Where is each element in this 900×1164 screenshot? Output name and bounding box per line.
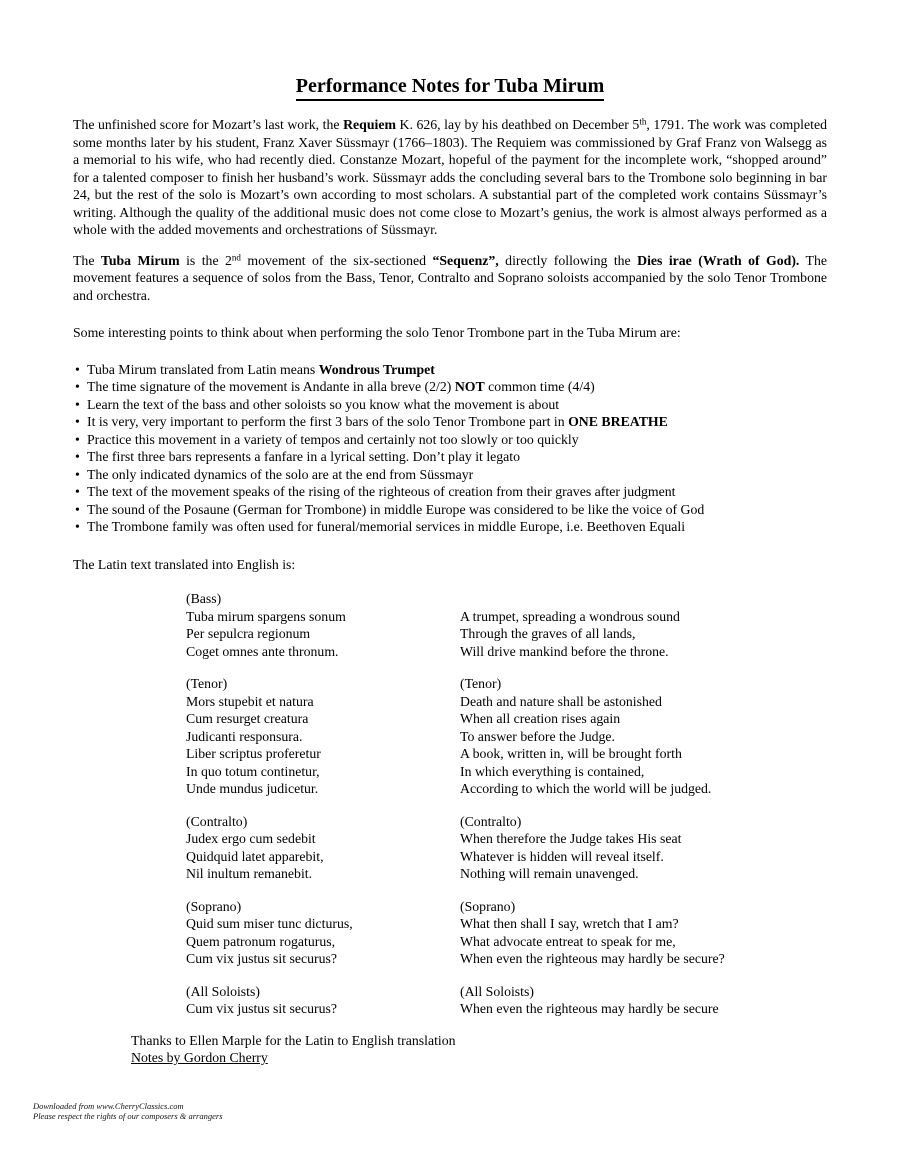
latin-line: Quidquid latet apparebit, [186,848,324,864]
author-credit: Notes by Gordon Cherry [131,1050,268,1065]
text-run: movement of the six-sectioned [240,252,433,268]
stanza-label-row [186,675,827,693]
bullet-item [73,431,827,449]
text-run: The time signature of the movement is Andante in alla breve (2/2) [87,379,455,394]
text-run: The sound of the Posaune (German for Trombone) in middle Europe was considered to be like the voice of God [87,501,705,517]
stanza-bass [186,590,827,660]
latin-line: Nil inultum remanebit. [186,866,313,881]
document-content [73,0,827,1067]
title-container [73,75,827,101]
footer-rights-note: Please respect the rights of our composers & arrangers [33,1110,223,1121]
text-run: The only indicated dynamics of the solo are at the end from Süssmayr [87,466,474,482]
latin-line: Quid sum miser tunc dicturus, [186,916,353,931]
bullet-item [73,483,827,501]
text-run: directly following the [498,252,638,268]
bullet-item [73,361,827,379]
english-line: Whatever is hidden will reveal itself. [460,848,664,864]
stanza-line-row [186,643,827,661]
english-line: What advocate entreat to speak for me, [460,933,676,949]
stanza-soprano [186,898,827,968]
latin-line: Judex ergo cum sedebit [186,831,316,846]
bold-text: Tuba Mirum [100,252,180,268]
english-line: A trumpet, spreading a wondrous sound [460,608,680,624]
bullet-item [73,466,827,484]
latin-line: (Contralto) [186,813,248,829]
latin-line: In quo totum continetur, [186,763,320,779]
text-run: common time (4/4) [484,379,595,394]
english-line [460,590,827,608]
page-title: Performance Notes for Tuba Mirum [296,75,604,101]
text-run: K. 626, lay by his deathbed on December 5 [395,117,640,132]
stanza-line-row [186,608,827,626]
latin-line: (All Soloists) [186,983,260,999]
english-line: Nothing will remain unavenged. [460,866,639,881]
translation-credit: Thanks to Ellen Marple for the Latin to English translation [131,1032,456,1048]
latin-line: Per sepulcra regionum [186,626,311,641]
english-line: Through the graves of all lands, [460,626,636,641]
english-line: (All Soloists) [460,983,534,999]
english-line: According to which the world will be judged. [460,781,712,796]
stanza-line-row [186,830,827,848]
performance-points-list [73,361,827,536]
bullet-item [73,378,827,396]
text-run: Practice this movement in a variety of tempos and certainly not too slowly or too quickly [87,431,579,447]
stanza-contralto [186,813,827,883]
stanza-line-row [186,1000,827,1018]
text-run: Learn the text of the bass and other soloists so you know what the movement is about [87,396,560,412]
latin-line: Mors stupebit et natura [186,693,314,709]
bullet-item [73,413,827,431]
footer-download-note: Downloaded from www.CherryClassics.com [33,1101,184,1111]
stanza-line-row [186,728,827,746]
bold-text: ONE BREATHE [568,414,668,429]
english-line: When even the righteous may hardly be secure [460,1001,719,1016]
latin-line: Quem patronum rogaturus, [186,933,336,949]
stanza-label-row [186,898,827,916]
text-run: is the 2 [179,252,232,268]
movement-paragraph [73,252,827,305]
latin-line: Liber scriptus proferetur [186,746,321,761]
bold-text: NOT [454,379,485,394]
superscript-text: th [639,116,647,127]
credits-block [131,1032,827,1067]
stanza-line-row [186,933,827,951]
english-line: When all creation rises again [460,711,621,726]
stanza-label-row [186,983,827,1001]
text-run: The movement features a sequence of solos from the Bass, Tenor, Contralto and Soprano soloists accompanied by the solo Tenor Trombone and orchestra. [73,252,828,303]
text-run: The Trombone family was often used for funeral/memorial services in middle Europe, i.e. Beethoven Equali [87,519,686,534]
latin-intro: The Latin text translated into English is: [73,556,296,572]
latin-line: (Tenor) [186,676,228,691]
bold-text: Wondrous Trumpet [318,361,435,377]
bullet-item [73,518,827,536]
bullet-item [73,501,827,519]
text-run: , 1791. The work was completed some months later by his student, Franz Xaver Süssmayr (1766–1803). The Requiem was commissioned by Graf Franz von Walsegg as a memorial to his wife, who had recently died. Constanze Mozart, hopeful of the payment for the incomplete work, “shopped around” for a talented composer to finish her husband’s work. Süssmayr adds the concluding several bars to the Trombone solo beginning in bar 24, but the rest of the solo is Mozart’s own according to most scholars. A substantial part of the completed work contains Süssmayr’s writing. Although the quality of the additional music does not come close to Mozart’s genius, the work is almost always performed as a whole with the added movements and orchestrations of Süssmayr. [73,117,827,237]
bold-text: Requiem [343,117,396,132]
english-line: (Soprano) [460,898,516,914]
translation-table [186,590,827,1018]
stanza-label-row [186,590,827,608]
stanza-label-row [186,813,827,831]
bullet-item [73,396,827,414]
stanza-line-row [186,848,827,866]
english-line: To answer before the Judge. [460,728,615,744]
english-line: (Contralto) [460,813,522,829]
english-line: When therefore the Judge takes His seat [460,831,682,846]
latin-line: Unde mundus judicetur. [186,781,319,796]
stanza-line-row [186,950,827,968]
superscript-text: nd [231,252,241,262]
text-run: It is very, very important to perform the first 3 bars of the solo Tenor Trombone part in [87,414,569,429]
stanza-line-row [186,780,827,798]
stanza-all-soloists [186,983,827,1018]
stanza-line-row [186,625,827,643]
stanza-line-row [186,915,827,933]
points-intro: Some interesting points to think about when performing the solo Tenor Trombone part in the Tuba Mirum are: [73,325,681,340]
stanza-line-row [186,745,827,763]
latin-line: Tuba mirum spargens sonum [186,608,346,624]
latin-line: Judicanti responsura. [186,728,303,744]
english-line: What then shall I say, wretch that I am? [460,916,679,931]
latin-line: Cum vix justus sit securus? [186,951,337,966]
latin-line: Coget omnes ante thronum. [186,643,339,659]
stanza-line-row [186,865,827,883]
stanza-line-row [186,693,827,711]
bullet-item [73,448,827,466]
bold-text: “Sequenz”, [432,252,499,268]
bold-text: Dies irae (Wrath of God). [637,252,800,268]
latin-line: (Bass) [186,591,222,606]
english-line: A book, written in, will be brought forth [460,746,682,761]
english-line: In which everything is contained, [460,763,645,779]
latin-line: (Soprano) [186,898,242,914]
text-run: The first three bars represents a fanfare in a lyrical setting. Don’t play it legato [87,449,521,464]
stanza-line-row [186,710,827,728]
text-run: Tuba Mirum translated from Latin means [87,361,319,377]
text-run: The unfinished score for Mozart’s last work, the [73,117,344,132]
latin-line: Cum vix justus sit securus? [186,1001,337,1016]
english-line: Will drive mankind before the throne. [460,643,669,659]
intro-paragraph [73,116,827,239]
english-line: Death and nature shall be astonished [460,693,662,709]
english-line: When even the righteous may hardly be secure? [460,951,725,966]
latin-line: Cum resurget creatura [186,711,309,726]
stanza-tenor [186,675,827,798]
english-line: (Tenor) [460,676,502,691]
stanza-line-row [186,763,827,781]
text-run: The [73,252,101,268]
footer [33,1102,223,1121]
text-run: The text of the movement speaks of the rising of the righteous of creation from their graves after judgment [87,484,676,499]
